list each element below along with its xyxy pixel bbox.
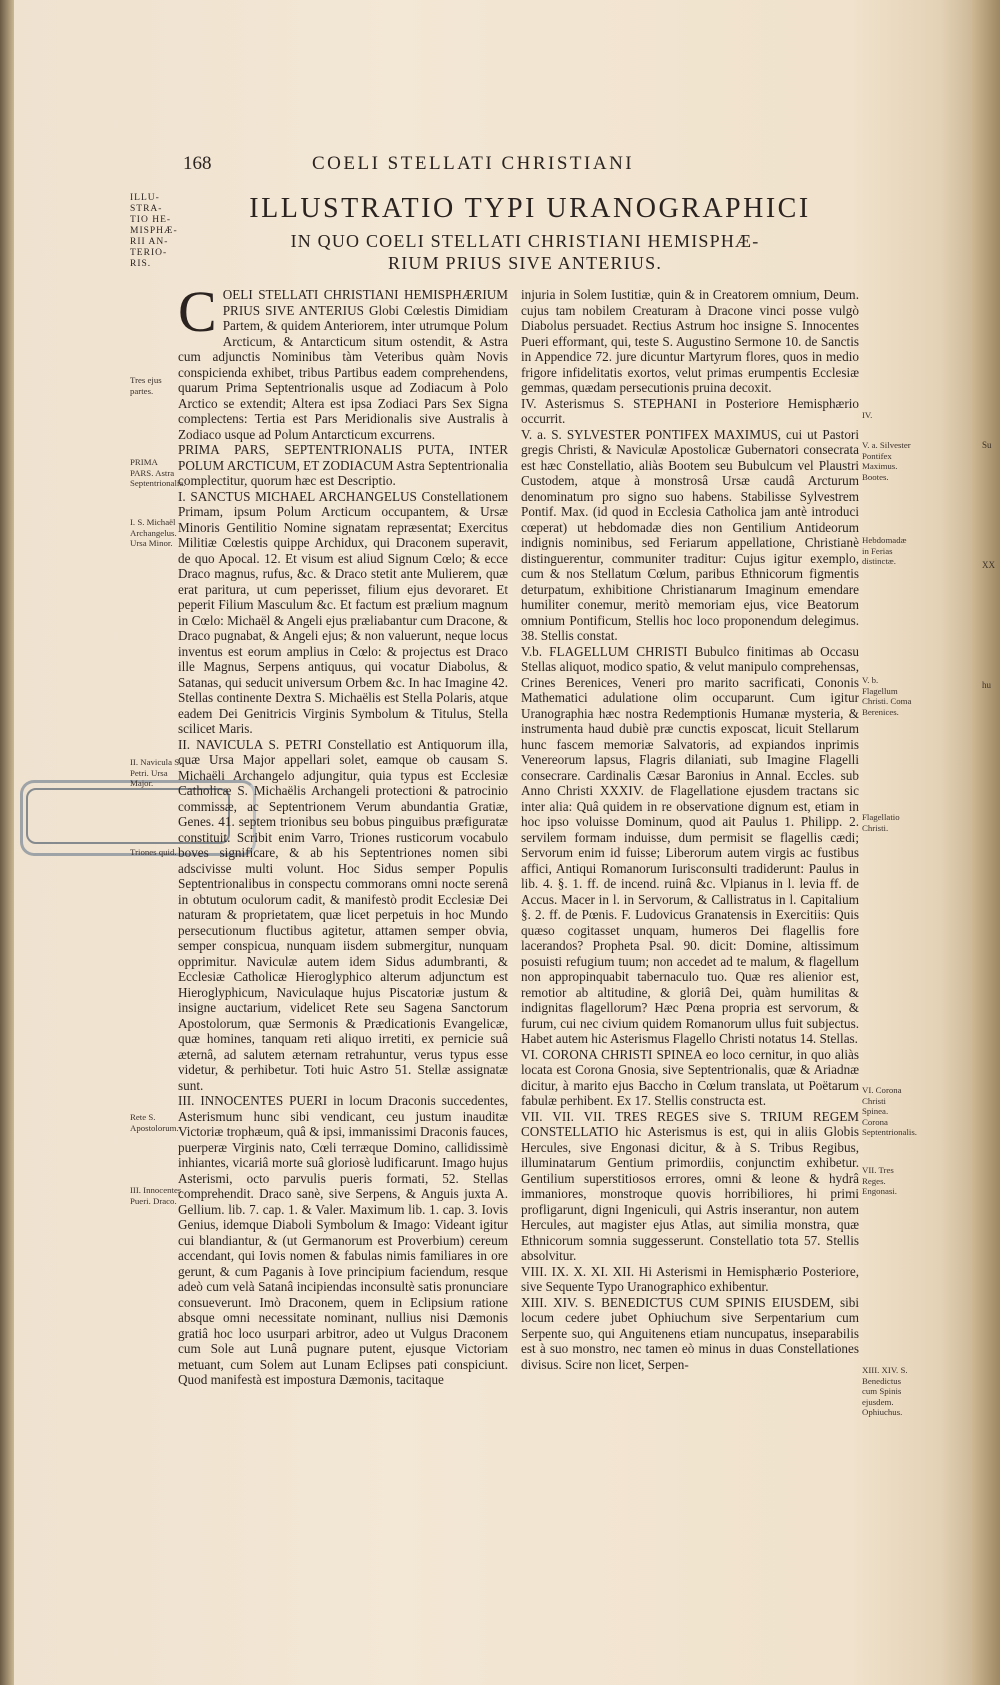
paragraph-intro: COELI STELLATI CHRISTIANI HEMISPHÆRIUM PRIUS SIVE ANTERIUS Globi Cœlestis Dimidiam Partem, & quidem Anteriorem, inter utrumque Polum Arcticum, & Antarcticum situm ostendit, & Astra cum adjunctis Nominibus tàm Veteribus quàm Novis conspicienda exhibet, tribus Partibus eadem comprehendens, quarum Prima Septentrionalis usque ad Zodiacum à Polo Arctico se extendit; Altera est ipsa Zodiaci Pars Sex Signa complectens: Tertia est Pars Meridionalis sive Australis à Zodiaco usque ad Polum Antarcticum excurrens. [178,279,508,442]
margin-note: VI. Corona Christi Spinea. Corona Septentrionalis. [862,1085,917,1137]
facing-page-fragment: Su [982,440,992,450]
page-number: 168 [183,153,212,174]
margin-note: PRIMA PARS. Astra Septentrionalia. [130,457,186,488]
section-title: ILLUSTRATIO TYPI URANOGRAPHICI [249,193,811,224]
section-subtitle: IN QUO COELI STELLATI CHRISTIANI HEMISPHÆ- RIUM PRIUS SIVE ANTERIUS. [290,231,760,273]
side-heading: ILLU- STRA- TIO HE- MISPHÆ- RII AN- TERIO- RIS. [130,193,178,269]
margin-note: V. a. Silvester Pontifex Maximus. Bootes. [862,440,911,482]
paragraph-corona: VI. CORONA CHRISTI SPINEA eo loco cernitur, in quo aliàs locata est Corona Gnosia, sive Septentrionalis, quæ & Ariadnæ dicitur, à marito ejus Baccho in Cœlum translata, ut Poëtarum fabulæ perhibent. Ex 17. Stellis constructa est. [521,1046,859,1108]
book-gutter [0,0,14,1685]
facing-page-edge [972,0,1000,1685]
paragraph-tres-reges: VII. VII. VII. TRES REGES sive S. TRIUM REGEM CONSTELLATIO hic Asterismus is est, qui in aliis Globis Hercules, sive Engonasi dicitur, & à S. Tribus Regibus, illuminatarum Gentium primordiis, conjunctim exhibetur. Gentilium superstitiosos errores, omni & leone & hydrâ immaniores, monstroque quovis horribiliores, hi primi profligarunt, digni Ingeniculi, qui Astris inserantur, non autem Hercules, aut magister ejus Atlas, aut similia monstra, quæ Ethnicorum somnia suggesserunt. Constellatio tota 57. Stellis absolvitur. [521,1108,859,1263]
paragraph-michael: I. SANCTUS MICHAEL ARCHANGELUS Constellationem Primam, ipsum Polum Arcticum occupantem, & Ursæ Minoris Gentilitio Nomine signatam repræsentat; Exercitus Militiæ Cœlestis quippe Archidux, qui Draconem superavit, de quo Apocal. 12. Et visum est aliud Signum Cœlo; & ecce Draco magnus, rufus, &c. & Draco stetit ante Mulierem, quæ erat paritura, ut cum peperisset, filium ejus devoraret. Et peperit Filium Masculum &c. Et factum est prælium magnum in Cœlo: Michaël & Angeli ejus præliabantur cum Dracone, & Draco pugnabat, & Angeli ejus; & non valuerunt, neque locus inventus est eorum amplius in Cœlo: & projectus est Draco ille Magnus, Serpens antiquus, qui vocatur Diabolus, & Satanas, qui seducit universum Orbem &c. In hac Imagine 42. Stellas continente Dextra S. Michaëlis est Stella Polaris, atque eadem Dei Genitricis Virginis Symbolum & Titulus, Stella scilicet Maris. [178,488,508,736]
margin-note: Tres ejus partes. [130,375,162,396]
margin-note: XIII. XIV. S. Benedictus cum Spinis ejusdem. Ophiuchus. [862,1365,908,1417]
paragraph-sylvester: V. a. S. SYLVESTER PONTIFEX MAXIMUS, cui ut Pastori gregis Christi, & Naviculæ Apostolicæ Gubernatori consecrata est hæc Constellatio, aliàs Bootem seu Bubulcum vel Plaustri Custodem, atque à monstrosâ Ursæ caudâ Arcturum denominatum pro signo suo habens. Stabilisse Sylvestrem Pontif. Max. (id quod in Ecclesia Catholica jam antè introduci cœperat) ut hebdomadæ dies non Gentilium Antideorum indignis nominibus, sed Feriarum appellatione, Christianè distinguerentur, communiter traditur: Cujus igitur exemplo, cum & nos Stellatum Cœlum, paribus Ethnicorum figmentis deturpatum, exhibitione Christianarum Imaginum emendare humiliter conemur, meritò memoriam ejus, vice Beatorum omnium Pontificum, Stellis hoc loco proponendum delegimus. 38. Stellis constat. [521,426,859,643]
margin-note: IV. [862,410,873,420]
left-column [178,279,508,1388]
margin-note: Flagellatio Christi. [862,812,900,833]
right-column [521,287,859,1372]
margin-note: II. Navicula S. Petri. Ursa Major. [130,757,182,788]
margin-note: Triones quid. [130,847,177,857]
paragraph-posteriore: VIII. IX. X. XI. XII. Hi Asterismi in Hemisphærio Posteriore, sive Sequente Typo Uranographico exhibentur. [521,1263,859,1294]
paragraph-navicula: II. NAVICULA S. PETRI Constellatio est Antiquorum illa, quæ Ursa Major appellari solet, eamque ob causam S. Michaëli Archangelo adjungitur, quia typus est Ecclesiæ Catholicæ S. Michaëlis Archangeli protectioni & patrocinio commissæ, ac Septentrionem Verum abundantia Gratiæ, Genes. 41. septem trionibus seu bobus pinguibus præfiguratæ constituit. Scribit enim Varro, Triones rusticorum vocabulo boves significare, & ab his Septentriones nomen sibi adscivisse multi volunt. Hoc Sidus semper Populis Septentrionalibus in conspectu commorans omni nocte serenâ in obtutum oculorum cadit, & manifestò prodit Ecclesiæ Dei naturam & proprietatem, quæ licet perpetuis in hoc Mundo persecutionum fluctibus agitetur, attamen semper obvia, semper conspicua, nunquam iisdem submergitur, nunquam opprimitur. Naviculæ autem idem Sidus adumbranti, & Ecclesiæ Catholicæ Hieroglyphico alterum adjunctum est Hieroglyphicum, Naviculaque hujus Piscatoriæ justum & insigne auctarium, videlicet Rete seu Sagena Sanctorum Apostolorum, quæ Sermonis & Prædicationis Evangelicæ, quæ homines, tanquam reti aliquo irretiti, ex pernicie suâ æternâ, ad salutem æternam retrahuntur, verus typus esse videtur, & perhibetur. Toti huic Astro 51. Stellæ assignatæ sunt. [178,736,508,1093]
margin-note: I. S. Michaël Archangelus. Ursa Minor. [130,517,177,548]
dropcap: C [178,279,217,344]
paragraph-benedictus: XIII. XIV. S. BENEDICTUS CUM SPINIS EIUSDEM, sibi locum cedere jubet Ophiuchum sive Serpentarium cum Serpente suo, qui Anguitenens etiam nuncupatus, inseparabilis est à suo monstro, nec tamen eò minus in duas Constellationes divisus. Scire non licet, Serpen- [521,1294,859,1372]
margin-note: Hebdomadæ in Ferias distinctæ. [862,535,907,566]
margin-note: V. b. Flagellum Christi. Coma Berenices. [862,675,912,717]
paragraph-prima-pars: PRIMA PARS, SEPTENTRIONALIS PUTA, INTER POLUM ARCTICUM, ET ZODIACUM Astra Septentrionalia complectitur, quorum hæc est Descriptio. [178,442,508,488]
paragraph-stephani: IV. Asterismus S. STEPHANI in Posteriore Hemisphærio occurrit. [521,395,859,426]
paragraph-flagellum: V.b. FLAGELLUM CHRISTI Bubulco finitimas ab Occasu Stellas aliquot, modico spatio, & velut manipulo comprehensas, Crines Berenices, Veneri pro marito sacrificati, Cononis Mathematici adulatione olim occuparunt. Cum igitur Uranographia hæc nostra Redemptionis Humanæ mysteria, & instrumenta haud dubiè præ cunctis exposcat, licuit Stellarum hunc fascem memoriæ Salvatoris, ad expiandos inprimis Venereorum lapsus, Flagris dilaniati, sub Imagine Flagelli consecrare. Cardinalis Cæsar Baronius in Annal. Eccles. sub Anno Christi XXXIV. de Flagellatione ejusdem tractans sic inter alia: Quâ quidem in re observatione dignum est, etiam in hoc ipso voluisse Dominum, quod ait Paulus 1. Philipp. 2. servilem formam induisse, dum permisit se flagellis cædi; Servorum enim id fuisse; Liberorum autem virgis ac fustibus affici, Antiqui Romanorum Iurisconsulti tradiderunt: Paulus in lib. 4. §. 1. ff. de incend. ruinâ &c. Vlpianus in l. levia ff. de Accus. Macer in l. in Servorum, & Callistratus in l. Capitalium §. 2. ff. de Pœnis. F. Ludovicus Granatensis in Exercitiis: Quis quæso cogitasset unquam, humeros Dei flagellis fore lacerandos? Propheta Psal. 90. dicit: Domine, altissimum posuisti refugium tuum; non accedet ad te malum, & flagellum non appropinquabit tabernaculo tuo. Quæ res alienior est, remotior ab altitudine, & gloriâ Dei, quàm humilitas & indignitas flagellorum? Hæc Pœna propria est servorum, & furum, cui nec civium quidem Romanorum ullus fuit subjectus. Habet autem hic Asterismus Flagello Christi notatus 14. Stellas. [521,643,859,1046]
margin-note: VII. Tres Reges. Engonasi. [862,1165,897,1196]
paragraph-continuation: injuria in Solem Iustitiæ, quin & in Creatorem omnium, Deum. cujus tam nobilem Creaturam à Dracone vinci posse vulgò Diabolus persuadet. Rectius Astrum hoc insigne S. Innocentes Pueri efformant, qui, teste S. Augustino Sermone 10. de Sanctis in Appendice 72. jure dicuntur Martyrum flores, quos in medio frigore infidelitatis exortos, velut primas erumpentis Ecclesiæ gemmas, quædam persecutionis pruina decoxit. [521,287,859,395]
facing-page-fragment: hu [982,680,991,690]
paragraph-innocentes: III. INNOCENTES PUERI in locum Draconis succedentes, Asterismum hunc sibi vendicant, ceu justum inauditæ Victoriæ trophæum, quâ & ipsi, immanissimi Draconis fauces, puerperæ Virginis nato, Cœli terræque Domino, callidissimè inhiantes, vicariâ morte suâ gloriosè ludificarunt. Imago hujus Asterismi, octo parvulis pueris formati, 52. Stellas comprehendit. Draco sanè, sive Serpens, & Anguis juxta A. Gellium. lib. 7. cap. 1. & Valer. Maximum lib. 1. cap. 3. Iovis Genius, idemque Diaboli Symbolum & Imago: Videant igitur cui blandiantur, & (ut Germanorum est Proverbium) cereum accendant, qui Iovis nomen & fabulas nimis familiares in ore gerunt, & cum Paganis à Iove principium faciendum, resque adeò cum velà Satanâ incipiendas inconsultè satis pronunciare consueverunt. Imò Draconem, quem in Eclipsium ratione absque omni necessitate nominant, nullius nisi Dæmonis gratiâ hoc loco usurpari arbitror, adeo ut Vulgus Draconem cum Sole aut Lunâ pugnare putent, ejusque Victoriam metuant, cum Solem aut Lunam Eclipses pati conspiciunt. Quod manifestà est impostura Dæmonis, tacitaque [178,1093,508,1387]
running-title: COELI STELLATI CHRISTIANI [312,153,635,174]
margin-note: III. Innocentes Pueri. Draco. [130,1185,182,1206]
margin-note: Rete S. Apostolorum. [130,1112,179,1133]
facing-page-fragment: XX [982,560,995,570]
